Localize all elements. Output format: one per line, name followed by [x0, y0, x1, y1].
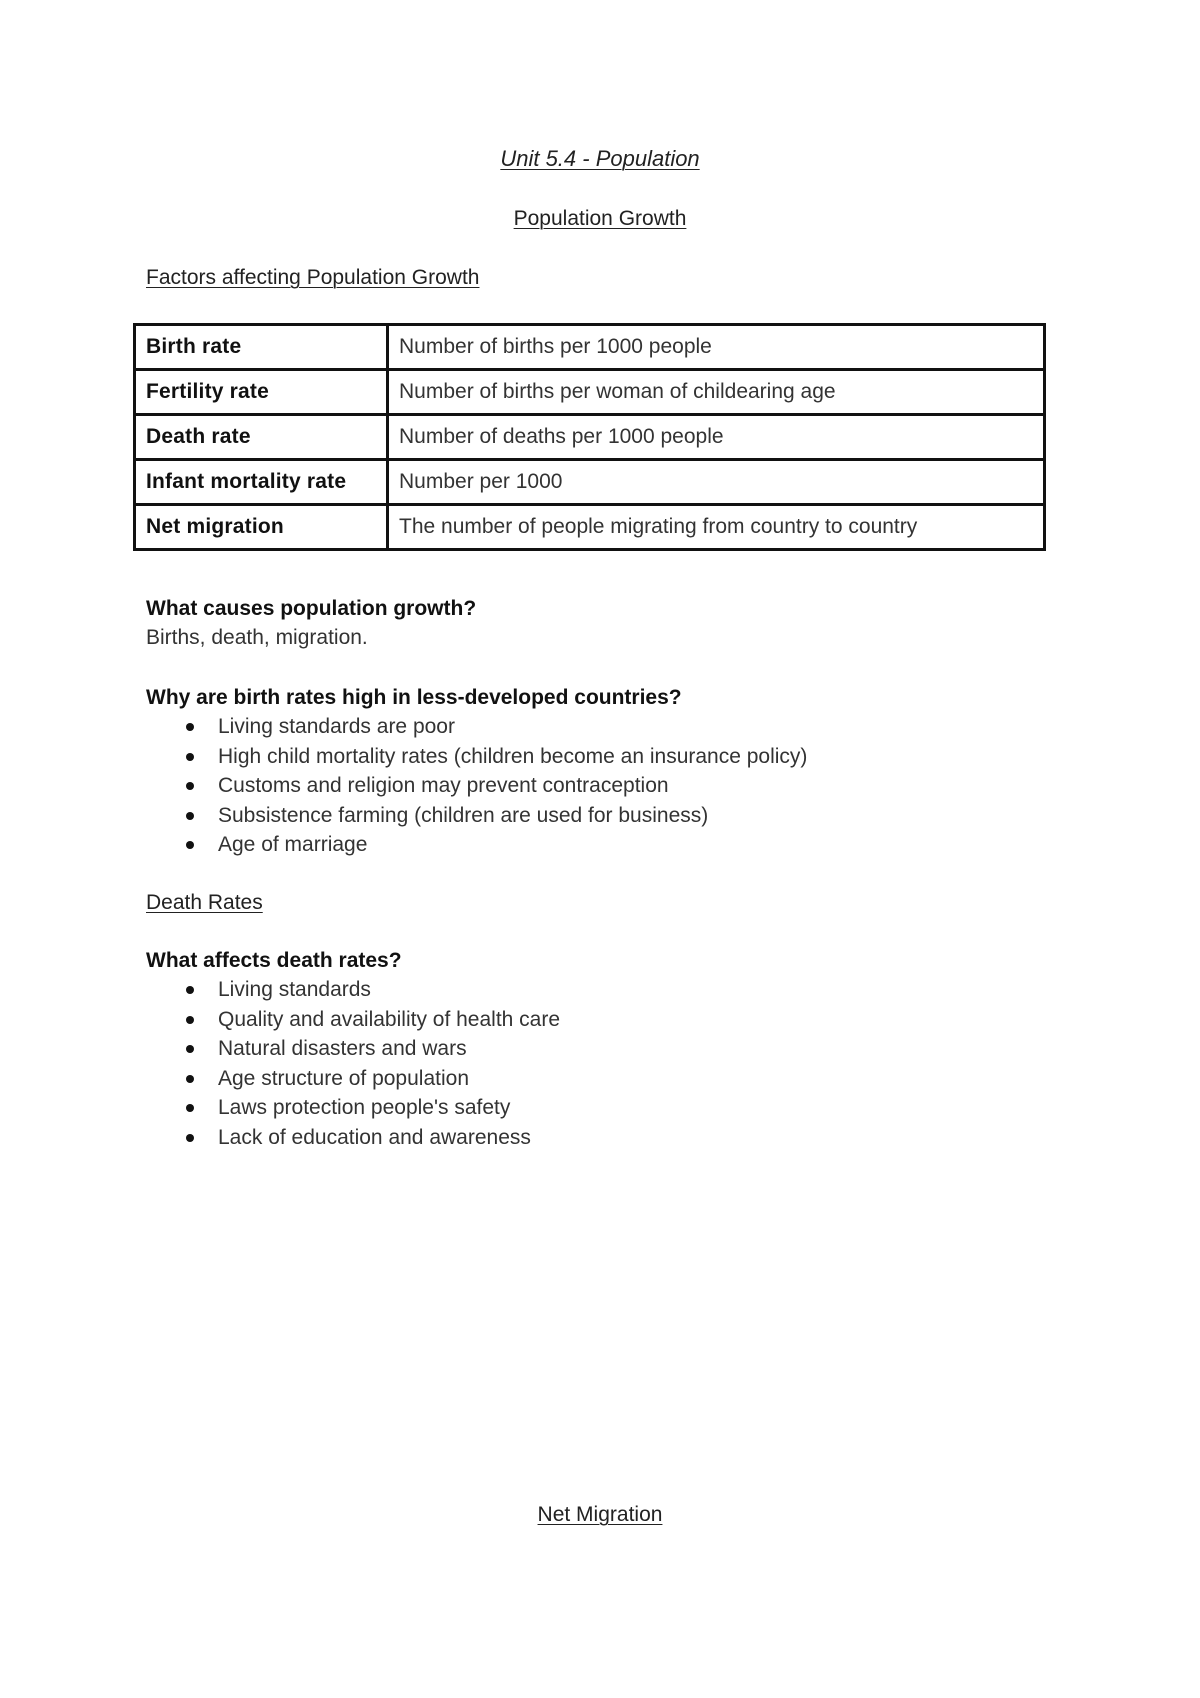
bullet-icon	[186, 841, 194, 849]
term-cell: Death rate	[135, 415, 388, 460]
list-item	[146, 712, 807, 742]
bullet-icon	[186, 1016, 194, 1024]
definitions-table	[133, 323, 1046, 551]
bullet-icon	[186, 723, 194, 731]
definition-cell: Number of births per woman of childearing age	[388, 370, 1045, 415]
question-block-growth-causes	[146, 594, 476, 652]
definition-cell: Number of deaths per 1000 people	[388, 415, 1045, 460]
term-cell: Fertility rate	[135, 370, 388, 415]
list-item	[146, 1123, 560, 1153]
question-heading: Why are birth rates high in less-developed countries?	[146, 686, 682, 709]
term-cell: Infant mortality rate	[135, 460, 388, 505]
table-row	[135, 460, 1045, 505]
list-item-text: Living standards are poor	[218, 715, 455, 738]
definition-cell: The number of people migrating from country to country	[388, 505, 1045, 550]
table-row	[135, 325, 1045, 370]
list-item-text: Age of marriage	[218, 833, 368, 856]
list-item	[146, 742, 807, 772]
bullet-list	[146, 712, 807, 860]
document-title: Unit 5.4 - Population	[500, 146, 700, 171]
list-item-text: Quality and availability of health care	[218, 1007, 561, 1031]
list-item-text: Living standards	[218, 978, 371, 1001]
bullet-icon	[186, 1104, 194, 1112]
bullet-icon	[186, 753, 194, 761]
term-cell: Net migration	[135, 505, 388, 550]
list-item-text: Lack of education and awareness	[218, 1125, 531, 1149]
list-item-text: Laws protection people's safety	[218, 1096, 511, 1119]
definition-cell: Number per 1000	[388, 460, 1045, 505]
question-block-birth-rates	[146, 683, 807, 860]
list-item-text: Subsistence farming (children are used for business)	[218, 803, 709, 827]
list-item-text: Age structure of population	[218, 1066, 469, 1090]
table-row	[135, 415, 1045, 460]
list-item	[146, 771, 807, 801]
list-item-text: Customs and religion may prevent contraception	[218, 774, 669, 797]
bullet-icon	[186, 986, 194, 994]
list-item-text: Natural disasters and wars	[218, 1037, 467, 1060]
list-item-text: High child mortality rates (children become an insurance policy)	[218, 744, 808, 768]
question-block-death-rates	[146, 946, 560, 1152]
answer-text: Births, death, migration.	[146, 626, 368, 649]
death-rates-heading: Death Rates	[146, 891, 263, 914]
list-item	[146, 830, 807, 860]
table-row	[135, 370, 1045, 415]
section-title-population-growth: Population Growth	[513, 207, 687, 230]
list-item	[146, 801, 807, 831]
list-item	[146, 1064, 560, 1094]
list-item	[146, 1093, 560, 1123]
question-heading: What affects death rates?	[146, 949, 402, 972]
list-item	[146, 1005, 560, 1035]
definition-cell: Number of births per 1000 people	[388, 325, 1045, 370]
question-heading: What causes population growth?	[146, 597, 477, 620]
bullet-icon	[186, 1075, 194, 1083]
bullet-icon	[186, 812, 194, 820]
bullet-icon	[186, 782, 194, 790]
factors-heading: Factors affecting Population Growth	[146, 266, 480, 289]
bullet-icon	[186, 1045, 194, 1053]
net-migration-heading: Net Migration	[537, 1503, 663, 1526]
bullet-icon	[186, 1134, 194, 1142]
term-cell: Birth rate	[135, 325, 388, 370]
bullet-list	[146, 975, 560, 1152]
list-item	[146, 1034, 560, 1064]
list-item	[146, 975, 560, 1005]
table-row	[135, 505, 1045, 550]
